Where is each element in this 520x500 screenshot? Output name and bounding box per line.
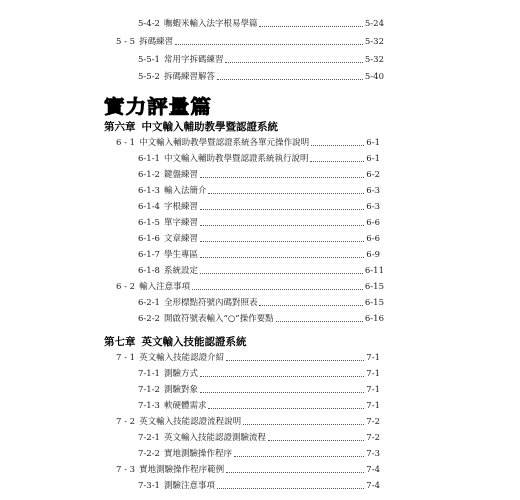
toc-entry	[138, 430, 380, 444]
dot-leader	[268, 440, 364, 441]
chapter-label: 第六章	[104, 121, 136, 133]
chapter-heading	[104, 334, 247, 349]
entry-page: 5-32	[364, 37, 384, 47]
toc-entry	[138, 366, 380, 380]
entry-title: 常用字拆碼練習	[163, 55, 224, 65]
toc-entry	[138, 295, 384, 309]
entry-page: 5-32	[364, 55, 384, 65]
toc-entry	[116, 279, 384, 293]
toc-entry	[138, 446, 380, 460]
entry-page: 7-1	[366, 401, 380, 411]
dot-leader	[226, 360, 364, 361]
dot-leader	[200, 392, 364, 393]
toc-entry	[116, 34, 384, 48]
entry-title: 系統設定	[163, 266, 198, 276]
dot-leader	[208, 408, 364, 409]
entry-number: 6-1-6	[138, 234, 160, 244]
entry-page: 6-15	[364, 282, 384, 292]
section-title: 實力評量篇	[104, 96, 213, 118]
entry-title: 輸入注意事項	[139, 282, 191, 292]
entry-page: 7-2	[366, 417, 380, 427]
entry-number: 7 - 1	[116, 353, 136, 363]
entry-title: 實地測驗操作程序	[163, 449, 232, 459]
entry-page: 7-1	[366, 369, 380, 379]
chapter-label: 第七章	[104, 336, 136, 348]
entry-number: 7 - 2	[116, 417, 136, 427]
entry-page: 6-1	[366, 154, 380, 164]
toc-entry	[138, 247, 380, 261]
entry-number: 6-1-4	[138, 202, 160, 212]
toc-entry	[138, 215, 380, 229]
toc-entry	[138, 199, 380, 213]
dot-leader	[311, 145, 364, 146]
entry-number: 7 - 3	[116, 465, 136, 475]
entry-title: 嘸蝦米輸入法字根易學篇	[163, 19, 258, 29]
entry-title: 中文輸入輔助教學暨認證系統執行說明	[163, 154, 309, 164]
entry-number: 7-2-1	[138, 433, 160, 443]
entry-title: 測驗對象	[163, 385, 198, 395]
dot-leader	[276, 321, 363, 322]
toc-entry	[138, 52, 384, 66]
entry-title: 拆碼練習解答	[163, 72, 215, 82]
dot-leader	[225, 62, 362, 63]
toc-entry	[138, 382, 380, 396]
dot-leader	[310, 161, 364, 162]
toc-entry	[138, 263, 384, 277]
entry-title: 學生專區	[163, 250, 198, 260]
dot-leader	[243, 424, 364, 425]
entry-page: 7-3	[366, 449, 380, 459]
dot-leader	[217, 79, 363, 80]
entry-title: 輸入法簡介	[163, 186, 207, 196]
dot-leader	[234, 456, 364, 457]
chapter-title: 中文輸入輔助教學暨認證系統	[141, 121, 278, 133]
entry-page: 6-11	[364, 266, 384, 276]
entry-page: 7-1	[366, 385, 380, 395]
toc-entry	[138, 311, 384, 325]
toc-entry	[138, 231, 380, 245]
entry-number: 7-1-1	[138, 369, 160, 379]
entry-number: 5-5-2	[138, 72, 160, 82]
entry-page: 5-40	[364, 72, 384, 82]
dot-leader	[192, 289, 363, 290]
entry-title: 開啟符號表輸入“○”操作要點	[163, 314, 274, 324]
entry-page: 7-1	[366, 353, 380, 363]
entry-number: 7-1-2	[138, 385, 160, 395]
dot-leader	[175, 44, 363, 45]
entry-number: 5-5-1	[138, 55, 160, 65]
toc-entry	[138, 151, 380, 165]
toc-entry	[138, 167, 380, 181]
entry-number: 6-1-5	[138, 218, 160, 228]
dot-leader	[200, 257, 364, 258]
entry-number: 6 - 1	[116, 138, 136, 148]
dot-leader	[200, 241, 364, 242]
dot-leader	[200, 273, 363, 274]
entry-number: 6-1-8	[138, 266, 160, 276]
toc-entry	[116, 414, 380, 428]
entry-page: 6-6	[366, 218, 380, 228]
entry-title: 單字練習	[163, 218, 198, 228]
dot-leader	[208, 193, 364, 194]
entry-number: 5 - 5	[116, 37, 136, 47]
entry-page: 6-3	[366, 186, 380, 196]
entry-page: 6-15	[364, 298, 384, 308]
entry-page: 5-24	[364, 19, 384, 29]
entry-title: 英文輸入技能認證流程說明	[139, 417, 242, 427]
entry-title: 拆碼練習	[139, 37, 174, 47]
entry-page: 6-3	[366, 202, 380, 212]
entry-title: 文章練習	[163, 234, 198, 244]
dot-leader	[200, 225, 364, 226]
entry-number: 7-2-2	[138, 449, 160, 459]
chapter-title: 英文輸入技能認證系統	[141, 336, 247, 348]
dot-leader	[217, 488, 364, 489]
entry-page: 7-4	[366, 465, 380, 475]
entry-title: 字根練習	[163, 202, 198, 212]
dot-leader	[200, 177, 364, 178]
entry-title: 全形標點符號內碼對照表	[163, 298, 258, 308]
entry-number: 6 - 2	[116, 282, 136, 292]
entry-number: 6-1-3	[138, 186, 160, 196]
entry-page: 7-2	[366, 433, 380, 443]
entry-title: 中文輸入輔助教學暨認證系統各單元操作說明	[139, 138, 310, 148]
toc-entry	[138, 16, 384, 30]
entry-number: 7-1-3	[138, 401, 160, 411]
toc-entry	[138, 478, 380, 492]
dot-leader	[259, 26, 362, 27]
entry-page: 7-4	[366, 481, 380, 491]
entry-page: 6-9	[366, 250, 380, 260]
entry-number: 7-3-1	[138, 481, 160, 491]
entry-title: 鍵盤練習	[163, 170, 198, 180]
entry-title: 英文輸入技能認證測驗流程	[163, 433, 266, 443]
entry-title: 實地測驗操作程序範例	[139, 465, 225, 475]
toc-entry	[138, 398, 380, 412]
entry-page: 6-16	[364, 314, 384, 324]
entry-number: 5-4-2	[138, 19, 160, 29]
dot-leader	[200, 376, 364, 377]
entry-number: 6-2-1	[138, 298, 160, 308]
toc-entry	[138, 69, 384, 83]
toc-entry	[138, 183, 380, 197]
entry-page: 6-1	[366, 138, 380, 148]
entry-page: 6-2	[366, 170, 380, 180]
entry-page: 6-6	[366, 234, 380, 244]
entry-title: 英文輸入技能認證介紹	[139, 353, 225, 363]
dot-leader	[259, 305, 362, 306]
toc-entry	[116, 462, 380, 476]
chapter-heading	[104, 119, 278, 134]
dot-leader	[200, 209, 364, 210]
toc-entry	[116, 135, 380, 149]
entry-number: 6-2-2	[138, 314, 160, 324]
entry-title: 測驗注意事項	[163, 481, 215, 491]
toc-entry	[116, 350, 380, 364]
dot-leader	[226, 472, 364, 473]
entry-number: 6-1-2	[138, 170, 160, 180]
entry-title: 軟硬體需求	[163, 401, 207, 411]
entry-number: 6-1-7	[138, 250, 160, 260]
entry-number: 6-1-1	[138, 154, 160, 164]
entry-title: 測驗方式	[163, 369, 198, 379]
